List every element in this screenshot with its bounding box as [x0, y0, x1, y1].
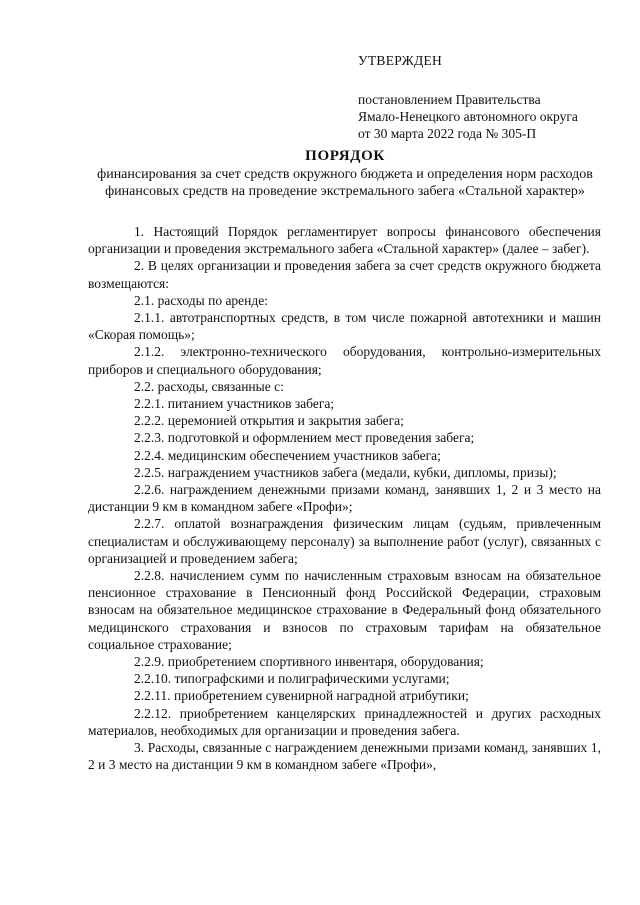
paragraph: 2. В целях организации и проведения забега за счет средств окружного бюджета возмещаются:: [88, 258, 601, 291]
paragraph: 2.2.5. награждением участников забега (медали, кубки, дипломы, призы);: [134, 464, 557, 480]
paragraph: 2.2.11. приобретением сувенирной наградной атрибутики;: [134, 688, 469, 704]
paragraph: 2.2.7. оплатой вознаграждения физическим лицам (судьям, привлеченным специалистам и обслуживающему персоналу) за выполнение работ (услуг), связанных с организацией и проведением забега;: [88, 516, 601, 566]
document-subtitle: финансирования за счет средств окружного бюджета и определения норм расходов финансовых средств на проведение экстремального забега «Стальной характер»: [97, 167, 593, 199]
paragraph: 2.2.4. медицинским обеспечением участников забега;: [134, 447, 441, 463]
paragraph: 2.1.2. электронно-технического оборудования, контрольно-измерительных приборов и специального оборудования;: [88, 344, 601, 377]
paragraph: 2.2.1. питанием участников забега;: [134, 396, 335, 412]
paragraph: 3. Расходы, связанные с награждением денежными призами команд, занявших 1, 2 и 3 место на дистанции 9 км в командном забеге «Профи»,: [88, 740, 601, 773]
approval-line-1: постановлением Правительства: [358, 92, 541, 107]
paragraph: 2.1. расходы по аренде:: [134, 292, 269, 308]
approval-line-3: от 30 марта 2022 года № 305-П: [358, 126, 537, 141]
approval-block: [358, 52, 578, 142]
approval-stamp: УТВЕРЖДЕН: [358, 53, 443, 68]
paragraph: 2.2.12. приобретением канцелярских принадлежностей и других расходных материалов, необходимых для организации и проведения забега.: [88, 705, 601, 738]
approval-line-2: Ямало-Ненецкого автономного округа: [358, 109, 578, 124]
paragraph: 2.2.3. подготовкой и оформлением мест проведения забега;: [134, 430, 475, 446]
paragraph: 2.2.6. награждением денежными призами команд, занявших 1, 2 и 3 место на дистанции 9 км в командном забеге «Профи»;: [88, 482, 601, 515]
document-heading: [80, 148, 610, 200]
paragraph: 2.2.9. приобретением спортивного инвентаря, оборудования;: [134, 654, 484, 670]
document-body: [88, 223, 601, 774]
paragraph: 2.2.8. начислением сумм по начисленным страховым взносам на обязательное пенсионное страхование в Пенсионный фонд Российской Федерации, страховым взносам на обязательное медицинское страхование в Федеральный фонд обязательного медицинского страхования и взносов по страховым тарифам на обязательное социальное страхование;: [88, 568, 601, 652]
document-title: ПОРЯДОК: [305, 148, 385, 164]
paragraph: 2.2. расходы, связанные с:: [134, 378, 284, 394]
paragraph: 2.2.10. типографскими и полиграфическими услугами;: [134, 671, 450, 687]
paragraph: 1. Настоящий Порядок регламентирует вопросы финансового обеспечения организации и проведения экстремального забега «Стальной характер» (далее – забег).: [88, 224, 601, 257]
paragraph: 2.1.1. автотранспортных средств, в том числе пожарной автотехники и машин «Скорая помощь»;: [88, 310, 601, 343]
paragraph: 2.2.2. церемонией открытия и закрытия забега;: [134, 413, 404, 429]
